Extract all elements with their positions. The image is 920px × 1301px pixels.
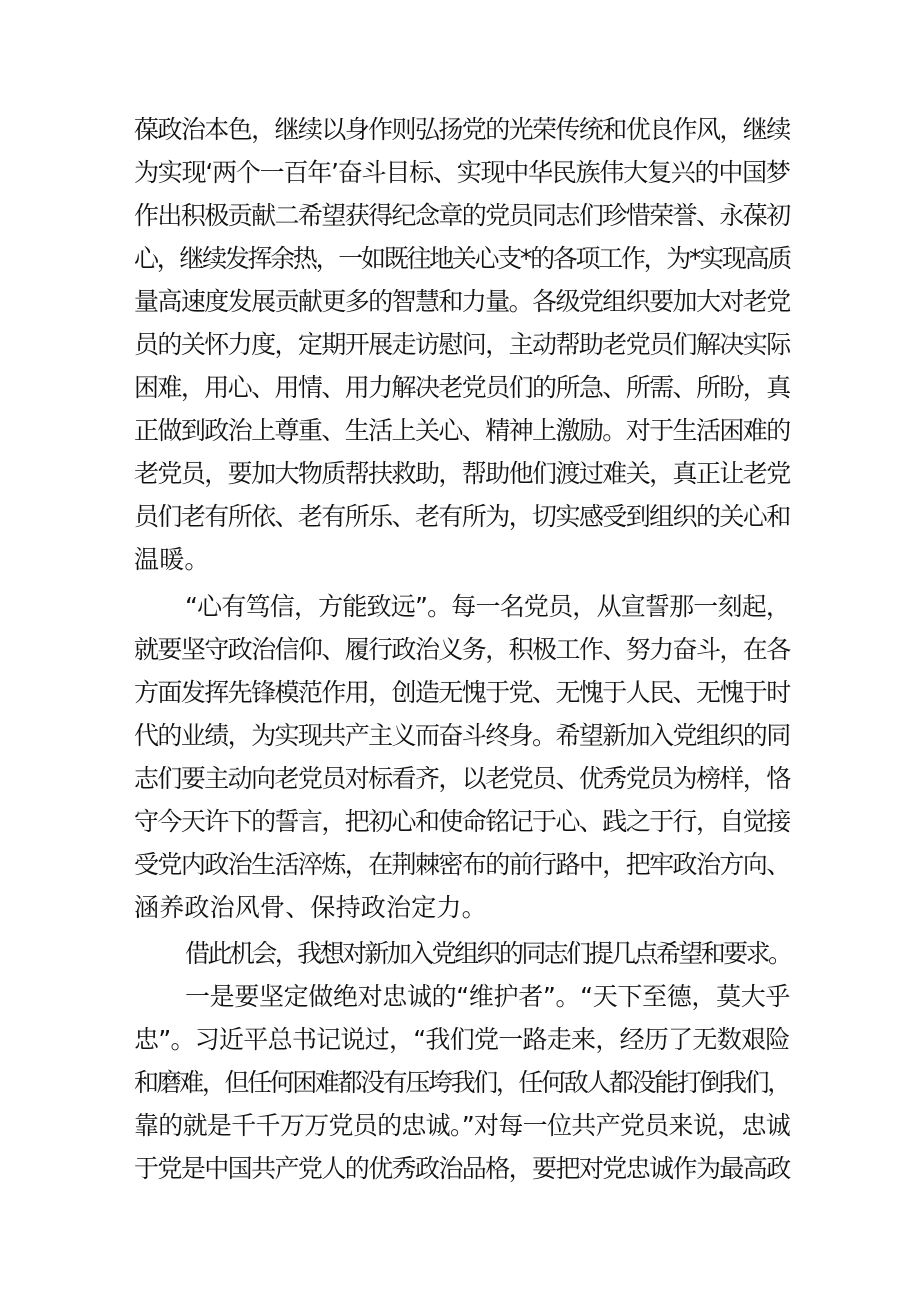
text-line: 正做到政治上尊重、生活上关心、精神上激励。对于生活困难的: [134, 416, 790, 445]
text-line: 员们老有所依、老有所乐、老有所为，切实感受到组织的关心和: [134, 502, 790, 531]
text-line: 志们要主动向老党员对标看齐，以老党员、优秀党员为榜样，恪: [134, 764, 790, 793]
text-line: 靠的就是千千万万党员的忠诚。”对每一位共产党员来说，忠诚: [134, 1111, 791, 1140]
text-line: 守今天许下的誓言，把初心和使命铭记于心、践之于行，自觉接: [134, 807, 790, 836]
paragraph-first-line: 借此机会，我想对新加入党组织的同志们提几点希望和要求。: [185, 939, 791, 968]
text-line: 作出积极贡献二希望获得纪念章的党员同志们珍惜荣誉、永葆初: [134, 201, 790, 230]
text-line: 和磨难，但任何困难都没有压垮我们，任何敌人都没能打倒我们，: [134, 1068, 790, 1097]
text-line: 量高速度发展贡献更多的智慧和力量。各级党组织要加大对老党: [134, 287, 790, 316]
text-line: 受党内政治生活淬炼，在荆棘密布的前行路中，把牢政治方向、: [134, 850, 790, 879]
text-line: 困难，用心、用情、用力解决老党员们的所急、所需、所盼，真: [134, 373, 790, 402]
text-line: 于党是中国共产党人的优秀政治品格，要把对党忠诚作为最高政: [134, 1154, 790, 1183]
text-line: 涵养政治风骨、保持政治定力。: [134, 893, 487, 922]
paragraph-first-line: 一是要坚定做绝对忠诚的“维护者”。“天下至德，莫大乎: [185, 982, 791, 1011]
text-line: 温暖。: [134, 545, 210, 574]
text-line: 代的业绩，为实现共产主义而奋斗终身。希望新加入党组织的同: [134, 721, 790, 750]
text-line: 老党员，要加大物质帮扶救助，帮助他们渡过难关，真正让老党: [134, 459, 790, 488]
text-line: 员的关怀力度，定期开展走访慰问，主动帮助老党员们解决实际: [134, 330, 790, 359]
text-line: 葆政治本色，继续以身作则弘扬党的光荣传统和优良作风，继续: [134, 115, 790, 144]
text-line: 忠”。习近平总书记说过，“我们党一路走来，经历了无数艰险: [134, 1025, 790, 1054]
text-line: 就要坚守政治信仰、履行政治义务，积极工作、努力奋斗，在各: [134, 635, 790, 664]
text-line: 心，继续发挥余热，一如既往地关心支*的各项工作，为*实现高质: [134, 244, 791, 273]
paragraph-first-line: “心有笃信，方能致远”。每一名党员，从宣誓那一刻起，: [185, 592, 791, 621]
text-line: 方面发挥先锋模范作用，创造无愧于党、无愧于人民、无愧于时: [134, 678, 790, 707]
text-line: 为实现‘两个一百年’奋斗目标、实现中华民族伟大复兴的中国梦: [134, 158, 790, 187]
